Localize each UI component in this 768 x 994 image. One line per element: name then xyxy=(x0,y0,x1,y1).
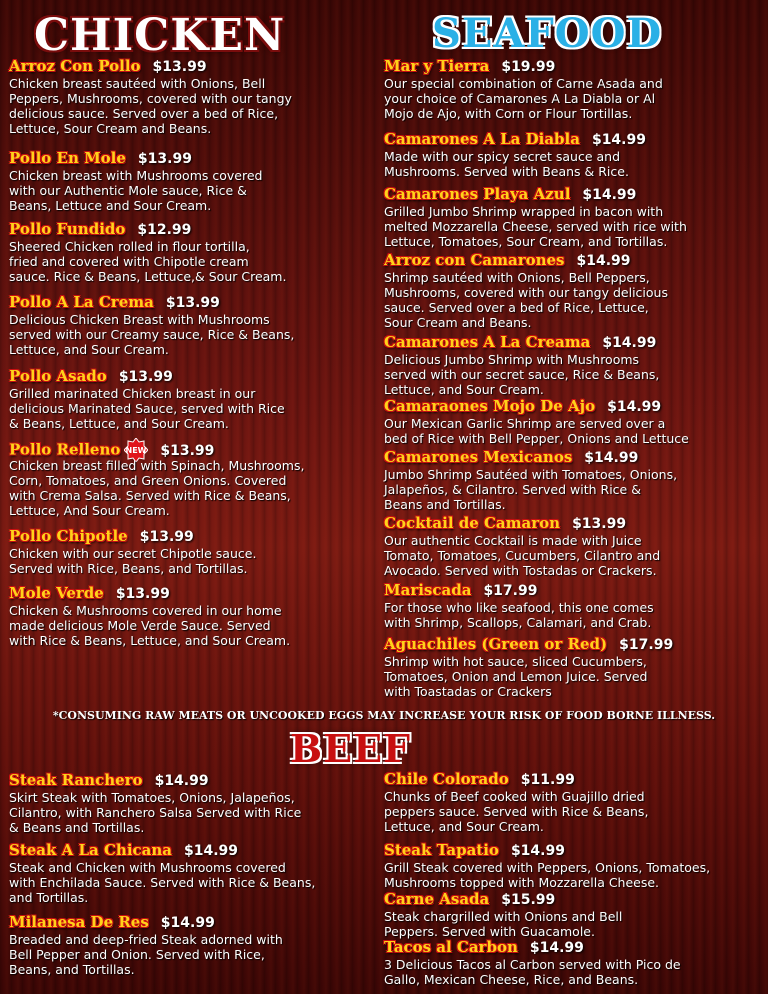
item-description: Our Mexican Garlic Shrimp are served over a bed of Rice with Bell Pepper, Onions and Lettuce xyxy=(384,416,689,446)
item-name: Tacos al Carbon xyxy=(384,938,518,956)
item-description: Grilled Jumbo Shrimp wrapped in bacon with melted Mozzarella Cheese, served with rice with Lettuce, Tomatoes, Sour Cream, and Tortillas. xyxy=(384,204,687,249)
item-price: $14.99 xyxy=(184,843,239,859)
item-name: Pollo Relleno xyxy=(9,440,121,459)
item-name: Steak Tapatio xyxy=(384,841,499,859)
menu-item-camarones-a-la-creama xyxy=(384,332,659,397)
item-price: $15.99 xyxy=(501,892,556,908)
item-name: Mar y Tierra xyxy=(384,57,490,75)
item-description: Made with our spicy secret sauce and Mushrooms. Served with Beans & Rice. xyxy=(384,149,629,179)
item-name: Pollo Asado xyxy=(9,367,107,385)
item-name: Chile Colorado xyxy=(384,770,509,788)
menu-item-pollo-en-mole xyxy=(9,148,262,213)
item-description: Chicken breast sautéed with Onions, Bell Peppers, Mushrooms, covered with our tangy delicious sauce. Served over a bed of Rice, Lettuce, Sour Cream and Beans. xyxy=(9,76,292,136)
item-price: $14.99 xyxy=(160,915,215,931)
menu-item-mariscada xyxy=(384,580,654,630)
menu-item-aguachiles xyxy=(384,634,673,699)
item-name: Camarones Mexicanos xyxy=(384,448,573,466)
item-price: $14.99 xyxy=(591,132,646,148)
item-name: Pollo Fundido xyxy=(9,220,126,238)
item-description: Grill Steak covered with Peppers, Onions, Tomatoes, Mushrooms topped with Mozzarella Cheese. xyxy=(384,860,711,890)
item-price: $14.99 xyxy=(576,253,631,269)
item-price: $14.99 xyxy=(154,773,209,789)
item-description: Chicken breast filled with Spinach, Mushrooms, Corn, Tomatoes, and Green Onions. Covered with Crema Salsa. Served with Rice & Beans, Lettuce, And Sour Cream. xyxy=(9,458,305,518)
item-description: Our special combination of Carne Asada and your choice of Camarones A La Diabla or Al Mojo de Ajo, with Corn or Flour Tortillas. xyxy=(384,76,663,121)
menu-item-steak-tapatio xyxy=(384,840,710,890)
item-price: $13.99 xyxy=(115,586,170,602)
item-price: $19.99 xyxy=(501,59,556,75)
item-description: Delicious Chicken Breast with Mushrooms served with our Creamy sauce, Rice & Beans, Lettuce, and Sour Cream. xyxy=(9,312,295,357)
menu-item-pollo-relleno xyxy=(9,438,304,518)
chicken-section-title: CHICKEN xyxy=(34,10,286,61)
item-description: Shrimp sautéed with Onions, Bell Peppers, Mushrooms, covered with our tangy delicious sauce. Served over a bed of Rice, Lettuce, Sour Cream and Beans. xyxy=(384,270,668,330)
item-name: Arroz con Camarones xyxy=(384,251,565,269)
item-price: $13.99 xyxy=(139,529,194,545)
menu-item-pollo-fundido xyxy=(9,219,286,284)
menu-item-carne-asada xyxy=(384,889,622,939)
menu-item-pollo-a-la-crema xyxy=(9,292,294,357)
item-description: Sheered Chicken rolled in flour tortilla, fried and covered with Chipotle cream sauce. Rice & Beans, Lettuce,& Sour Cream. xyxy=(9,239,287,284)
item-price: $12.99 xyxy=(137,222,192,238)
item-name: Camarones A La Diabla xyxy=(384,130,580,148)
menu-item-arroz-con-pollo xyxy=(9,56,292,136)
menu-item-mole-verde xyxy=(9,583,290,648)
menu-item-camaraones-mojo-de-ajo xyxy=(384,396,689,446)
item-description: Jumbo Shrimp Sautéed with Tomatoes, Onions, Jalapeños, & Cilantro. Served with Rice & Beans and Tortillas. xyxy=(384,467,678,512)
menu-item-arroz-con-camarones xyxy=(384,250,668,330)
item-name: Pollo A La Crema xyxy=(9,293,154,311)
item-description: Our authentic Cocktail is made with Juice Tomato, Tomatoes, Cucumbers, Cilantro and Avocado. Served with Tostadas or Crackers. xyxy=(384,533,661,578)
item-description: Steak chargrilled with Onions and Bell Peppers. Served with Guacamole. xyxy=(384,909,623,939)
item-name: Steak A La Chicana xyxy=(9,841,173,859)
item-description: Shrimp with hot sauce, sliced Cucumbers, Tomatoes, Onion and Lemon Juice. Served with Toastadas or Crackers xyxy=(384,654,648,699)
item-name: Carne Asada xyxy=(384,890,490,908)
seafood-section-title: SEAFOOD xyxy=(432,10,663,57)
item-description: Chicken breast with Mushrooms covered with our Authentic Mole sauce, Rice & Beans, Lettuce and Sour Cream. xyxy=(9,168,263,213)
item-description: For those who like seafood, this one comes with Shrimp, Scallops, Calamari, and Crab. xyxy=(384,600,654,630)
item-name: Camarones Playa Azul xyxy=(384,185,571,203)
item-name: Arroz Con Pollo xyxy=(9,57,141,75)
item-price: $13.99 xyxy=(137,151,192,167)
item-name: Pollo Chipotle xyxy=(9,527,128,545)
menu-item-milanesa-de-res xyxy=(9,912,283,977)
item-description: Grilled marinated Chicken breast in our delicious Marinated Sauce, served with Rice & Beans, Lettuce, and Sour Cream. xyxy=(9,386,285,431)
item-name: Aguachiles (Green or Red) xyxy=(384,635,608,653)
menu-item-pollo-asado xyxy=(9,366,285,431)
beef-section-title: BEEF xyxy=(290,726,412,771)
menu-item-tacos-al-carbon xyxy=(384,937,681,987)
item-price: $17.99 xyxy=(483,583,538,599)
menu-item-camarones-mexicanos xyxy=(384,447,677,512)
item-name: Milanesa De Res xyxy=(9,913,149,931)
item-name: Steak Ranchero xyxy=(9,771,143,789)
item-price: $14.99 xyxy=(607,399,662,415)
item-price: $14.99 xyxy=(582,187,637,203)
item-price: $11.99 xyxy=(520,772,575,788)
item-price: $14.99 xyxy=(602,335,657,351)
menu-item-camarones-a-la-diabla xyxy=(384,129,646,179)
item-description: Chicken with our secret Chipotle sauce. Served with Rice, Beans, and Tortillas. xyxy=(9,546,257,576)
item-name: Pollo En Mole xyxy=(9,149,126,167)
item-description: Breaded and deep-fried Steak adorned with Bell Pepper and Onion. Served with Rice, Beans, and Tortillas. xyxy=(9,932,283,977)
item-price: $13.99 xyxy=(165,295,220,311)
item-name: Mariscada xyxy=(384,581,472,599)
item-price: $14.99 xyxy=(510,843,565,859)
menu-item-camarones-playa-azul xyxy=(384,184,687,249)
item-price: $13.99 xyxy=(118,369,173,385)
item-price: $14.99 xyxy=(529,940,584,956)
item-price: $13.99 xyxy=(152,59,207,75)
menu-item-mar-y-tierra xyxy=(384,56,663,121)
menu-item-steak-a-la-chicana xyxy=(9,840,315,905)
new-badge-label: NEW xyxy=(125,446,147,455)
item-price: $13.99 xyxy=(160,442,215,459)
item-description: Steak and Chicken with Mushrooms covered with Enchilada Sauce. Served with Rice & Beans, and Tortillas. xyxy=(9,860,316,905)
item-name: Mole Verde xyxy=(9,584,104,602)
item-price: $14.99 xyxy=(584,450,639,466)
menu-item-chile-colorado xyxy=(384,769,648,834)
menu-item-pollo-chipotle xyxy=(9,526,256,576)
item-description: Chunks of Beef cooked with Guajillo dried peppers sauce. Served with Rice & Beans, Lettuce, and Sour Cream. xyxy=(384,789,649,834)
item-description: Chicken & Mushrooms covered in our home made delicious Mole Verde Sauce. Served with Rice & Beans, Lettuce, and Sour Cream. xyxy=(9,603,291,648)
item-name: Cocktail de Camaron xyxy=(384,514,561,532)
item-name: Camaraones Mojo De Ajo xyxy=(384,397,596,415)
menu-item-steak-ranchero xyxy=(9,770,301,835)
item-description: 3 Delicious Tacos al Carbon served with Pico de Gallo, Mexican Cheese, Rice, and Beans. xyxy=(384,957,681,987)
menu-item-cocktail-de-camaron xyxy=(384,513,660,578)
item-description: Delicious Jumbo Shrimp with Mushrooms served with our secret sauce, Rice & Beans, Lettuce, and Sour Cream. xyxy=(384,352,660,397)
item-price: $13.99 xyxy=(572,516,627,532)
item-name: Camarones A La Creama xyxy=(384,333,591,351)
food-safety-notice: *CONSUMING RAW MEATS OR UNCOOKED EGGS MAY INCREASE YOUR RISK OF FOOD BORNE ILLNESS. xyxy=(52,709,716,722)
item-description: Skirt Steak with Tomatoes, Onions, Jalapeños, Cilantro, with Ranchero Salsa Served with Rice & Beans and Tortillas. xyxy=(9,790,302,835)
item-price: $17.99 xyxy=(619,637,674,653)
